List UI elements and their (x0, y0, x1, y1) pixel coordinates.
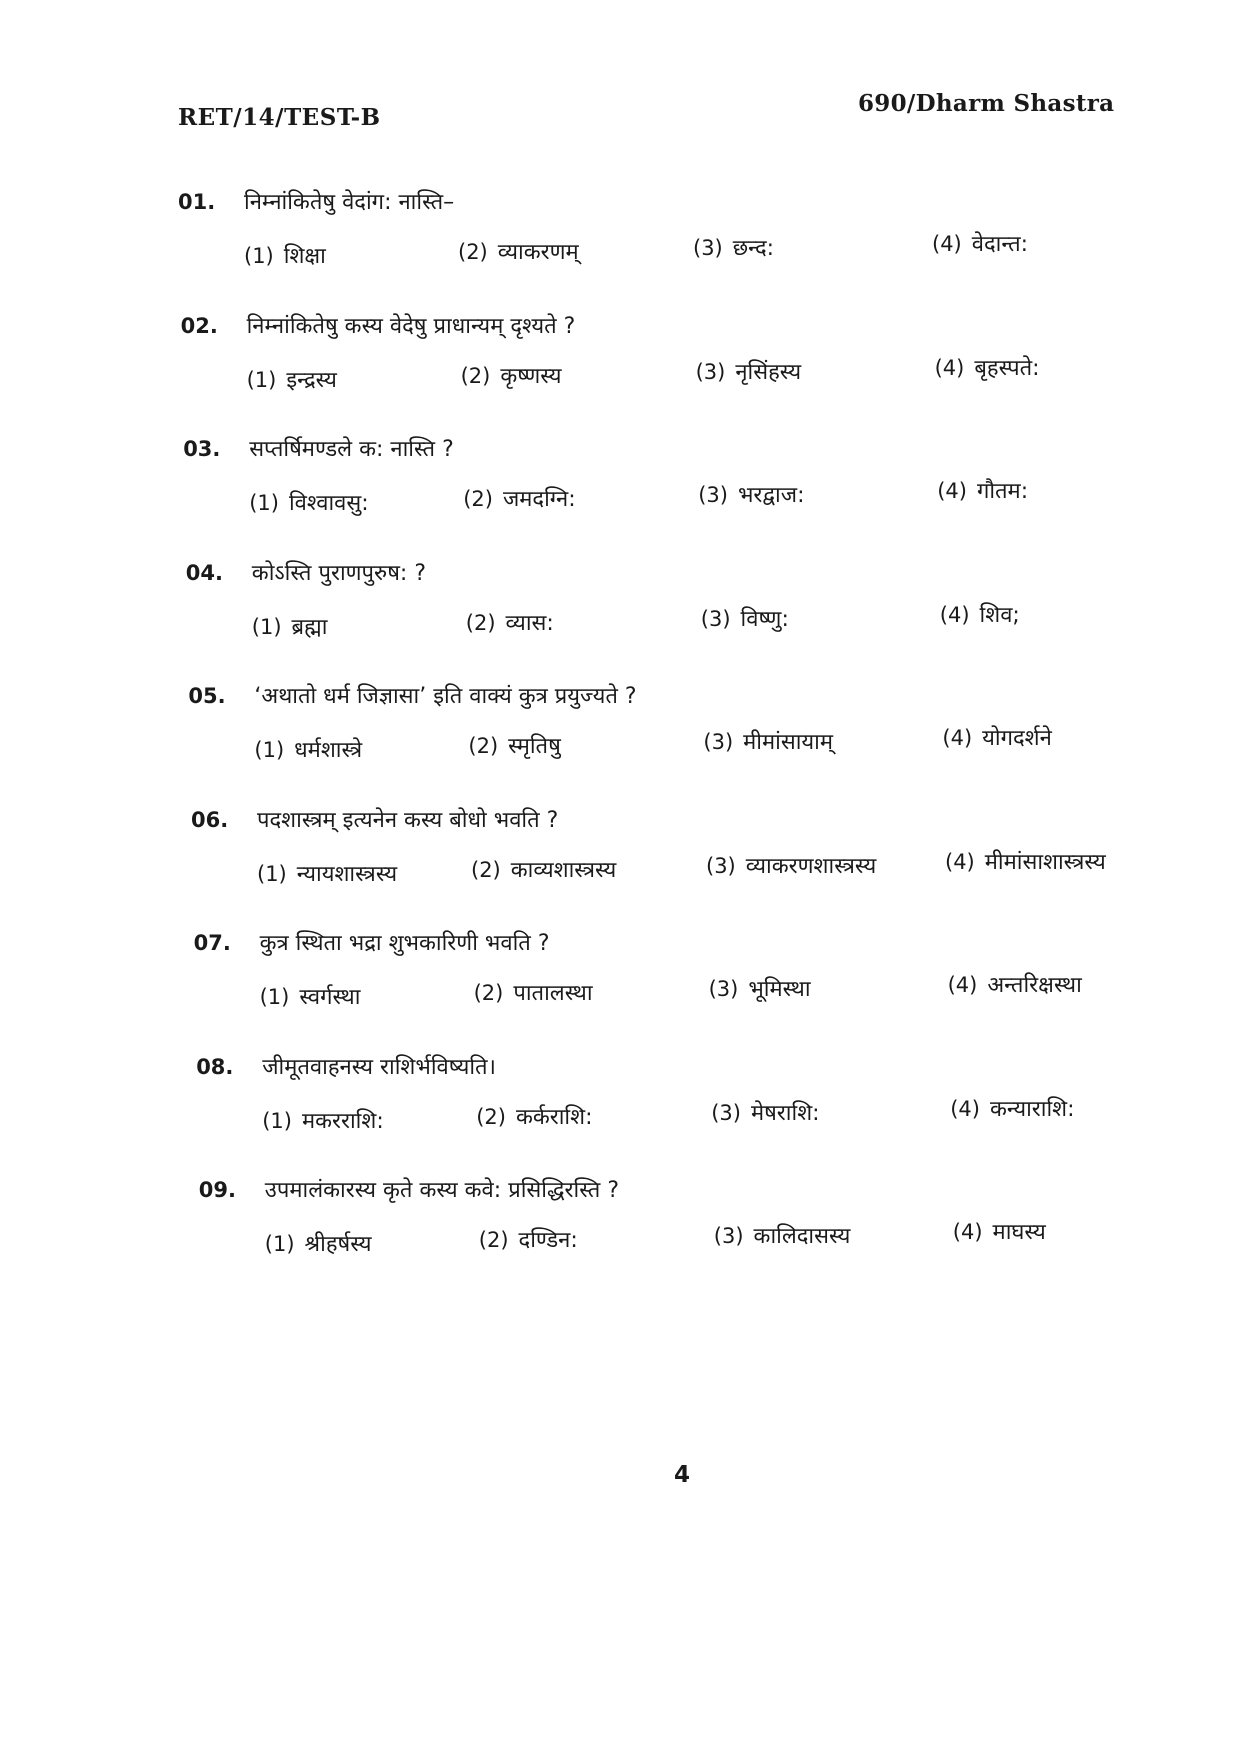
option-text: कालिदासस्य (753, 1224, 851, 1249)
option-text: मीमांसाशास्त्रस्य (984, 849, 1106, 875)
question-text: पदशास्त्रम् इत्यनेन कस्य बोधो भवति ? (257, 807, 559, 833)
question-number: 09. (198, 1178, 236, 1202)
option-number: (2) (468, 734, 499, 758)
option-number: (4) (939, 602, 970, 627)
option-text: कन्याराशि: (989, 1096, 1075, 1122)
option-number: (1) (264, 1232, 295, 1256)
question-text: कोऽस्ति पुराणपुरुष: ? (251, 560, 427, 586)
option-1 (262, 1105, 384, 1135)
option-number: (2) (476, 1104, 506, 1129)
option-2 (458, 236, 579, 266)
question-number: 01. (178, 190, 216, 214)
option-3 (706, 850, 876, 880)
option-text: भरद्वाज: (737, 483, 805, 508)
option-number: (1) (262, 1108, 292, 1133)
option-number: (1) (259, 985, 290, 1009)
question-text: कुत्र स्थिता भद्रा शुभकारिणी भवति ? (259, 931, 550, 956)
option-1 (244, 240, 326, 270)
option-number: (1) (249, 491, 279, 515)
paper-code: RET/14/TEST-B (178, 104, 381, 131)
question-text: निम्नांकितेषु वेदांग: नास्ति– (244, 190, 455, 215)
option-text: व्याकरणशास्त्रस्य (745, 853, 877, 879)
option-number: (4) (952, 1220, 983, 1244)
option-number: (1) (254, 738, 285, 762)
option-text: मेषराशि: (750, 1100, 820, 1126)
option-3 (703, 726, 833, 756)
option-2 (471, 854, 616, 884)
option-number: (4) (945, 849, 975, 874)
option-text: बृहस्पते: (974, 355, 1040, 381)
option-text: काव्यशास्त्रस्य (510, 857, 617, 883)
option-number: (4) (947, 973, 978, 997)
option-4 (950, 1093, 1074, 1123)
option-2 (474, 977, 593, 1007)
option-text: पातालस्था (513, 981, 593, 1006)
question-number: 03. (183, 437, 221, 461)
option-text: जमदग्नि: (502, 487, 576, 512)
option-number: (3) (703, 730, 734, 754)
option-3 (711, 1097, 819, 1127)
option-1 (247, 364, 337, 394)
option-text: गौतम: (976, 479, 1029, 504)
option-1 (249, 487, 368, 517)
option-number: (2) (478, 1228, 509, 1252)
option-1 (265, 1228, 372, 1258)
option-1 (252, 611, 328, 641)
option-text: कृष्णस्य (500, 363, 562, 389)
option-number: (3) (693, 236, 723, 260)
option-3 (693, 232, 774, 262)
option-3 (696, 356, 802, 386)
subject-title: 690/Dharm Shastra (858, 90, 1115, 117)
option-4 (937, 475, 1028, 505)
question-text: ‘अथातो धर्म जिज्ञासा’ इति वाक्यं कुत्र प्रयुज्यते ? (254, 684, 637, 709)
option-number: (3) (708, 977, 739, 1001)
option-number: (4) (934, 355, 965, 380)
option-3 (714, 1220, 851, 1250)
option-text: विश्वावसु: (288, 491, 369, 516)
option-text: विष्णु: (740, 606, 789, 632)
option-number: (3) (698, 483, 728, 507)
option-number: (1) (251, 614, 282, 639)
option-4 (932, 228, 1028, 258)
option-text: कर्कराशि: (515, 1104, 593, 1130)
question-text: सप्तर्षिमण्डले क: नास्ति ? (249, 437, 454, 462)
option-2 (466, 607, 554, 637)
option-text: धर्मशास्त्रे (294, 738, 363, 763)
option-text: दण्डिन: (518, 1228, 578, 1253)
option-text: शिक्षा (283, 244, 326, 269)
option-text: ब्रह्मा (291, 614, 328, 640)
option-4 (940, 599, 1020, 629)
option-text: न्यायशास्त्रस्य (296, 861, 398, 887)
option-3 (709, 973, 811, 1003)
question-text: उपमालंकारस्य कृते कस्य कवे: प्रसिद्धिरस्ति ? (264, 1178, 620, 1203)
option-text: इन्द्रस्य (286, 367, 337, 393)
option-2 (476, 1101, 592, 1131)
option-number: (3) (695, 359, 726, 384)
option-text: वेदान्त: (971, 232, 1029, 257)
option-number: (3) (706, 853, 736, 878)
option-number: (3) (713, 1224, 744, 1248)
option-text: मीमांसायाम् (743, 730, 834, 755)
question-text: जीमूतवाहनस्य राशिर्भविष्यति। (262, 1054, 496, 1080)
option-number: (3) (711, 1100, 741, 1125)
question-number: 07. (193, 931, 231, 955)
question-text: निम्नांकितेषु कस्य वेदेषु प्राधान्यम् दृश्यते ? (246, 313, 576, 339)
option-text: श्रीहर्षस्य (304, 1232, 372, 1257)
option-text: भूमिस्था (748, 977, 811, 1002)
option-1 (254, 734, 362, 764)
option-number: (2) (473, 981, 504, 1005)
option-text: नृसिंहस्य (735, 359, 802, 385)
option-text: शिव; (979, 602, 1020, 628)
option-number: (2) (465, 610, 496, 635)
option-text: स्वर्गस्था (299, 985, 361, 1010)
option-3 (698, 479, 804, 509)
page-number: 4 (674, 1462, 691, 1488)
option-text: व्याकरणम् (497, 240, 579, 265)
question-number: 08. (196, 1054, 234, 1079)
option-text: मकरराशि: (301, 1108, 384, 1134)
option-4 (945, 846, 1106, 876)
option-2 (479, 1224, 578, 1254)
option-number: (4) (937, 479, 967, 503)
option-4 (935, 352, 1040, 382)
option-2 (463, 483, 575, 513)
option-text: व्यास: (505, 610, 554, 636)
option-2 (461, 360, 562, 390)
option-number: (3) (700, 606, 731, 631)
option-number: (2) (463, 487, 493, 511)
option-text: अन्तरिक्षस्था (987, 973, 1082, 998)
option-4 (948, 969, 1082, 999)
question-number: 04. (185, 560, 223, 585)
option-4 (942, 722, 1051, 752)
option-1 (257, 858, 397, 888)
question-number: 02. (180, 313, 218, 338)
option-text: स्मृतिषु (508, 734, 561, 759)
option-1 (260, 981, 361, 1011)
option-4 (953, 1216, 1046, 1246)
option-number: (2) (471, 857, 501, 882)
question-number: 06. (191, 807, 229, 832)
option-text: माघस्य (992, 1220, 1046, 1245)
option-number: (4) (942, 726, 973, 750)
option-number: (1) (244, 244, 274, 268)
option-number: (2) (458, 240, 488, 264)
option-number: (1) (257, 861, 287, 886)
option-text: योगदर्शने (982, 726, 1052, 751)
option-number: (4) (932, 232, 962, 256)
option-2 (468, 730, 560, 760)
option-number: (2) (460, 363, 491, 388)
question-number: 05. (188, 684, 226, 708)
option-number: (4) (950, 1096, 980, 1121)
option-text: छन्द: (732, 236, 775, 261)
option-number: (1) (246, 367, 277, 392)
option-3 (701, 603, 789, 633)
